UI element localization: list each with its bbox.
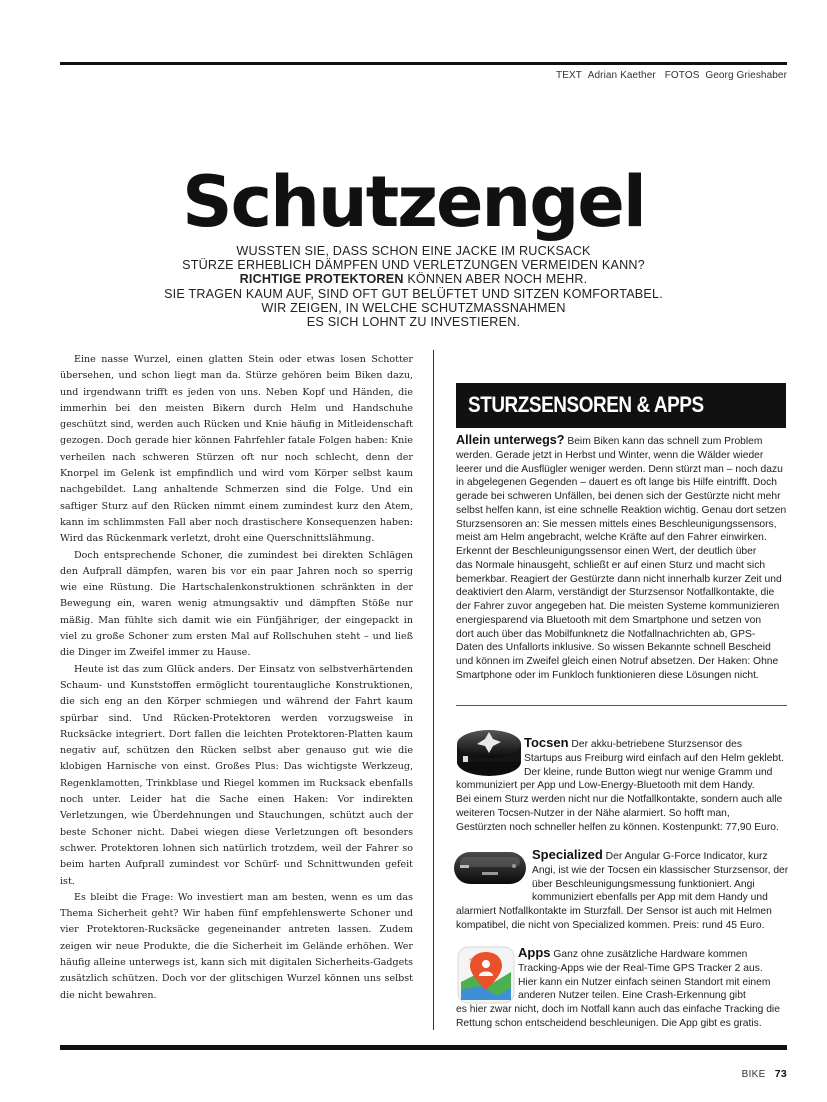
intro-line-4: SIE TRAGEN KAUM AUF, SIND OFT GUT BELÜFTET UND SITZEN KOMFORTABEL. <box>164 286 663 301</box>
product-line-0-rest: Der akku-betriebene Sturzsensor des <box>568 739 742 750</box>
product-line: es hier zwar nicht, doch im Notfall kann auch das einfache Tracking die <box>456 1004 780 1016</box>
sidebar-line: Erkennt der Beschleunigungssensor einen Wert, der deutlich über <box>456 546 757 557</box>
product-name-specialized: Specialized <box>532 847 603 862</box>
page-footer <box>742 1068 787 1080</box>
sidebar-header-label: STURZSENSOREN & APPS <box>468 392 704 417</box>
product-line-0 <box>456 848 791 864</box>
product-line: Hier kann ein Nutzer einfach seinen Standort mit einem <box>518 976 771 988</box>
sidebar-rule <box>456 705 787 706</box>
product-line: Gestürzten noch schneller helfen zu können. Kostenpunkt: 77,90 Euro. <box>456 821 779 833</box>
product-line: kompatibel, die nicht von Specialized kommen. Preis: rund 45 Euro. <box>456 919 765 931</box>
product-line: kommuniziert per App und Low-Energy-Bluetooth mit dem Handy. <box>456 780 755 792</box>
page-number: 73 <box>774 1068 787 1080</box>
credits <box>553 70 787 81</box>
body-paragraph-1: Eine nasse Wurzel, einen glatten Stein oder etwas losen Schotter übersehen, und schon liegt man da. Stürze gehören beim Biken dazu, und irgendwann trifft es jeden von uns. Neben Kopf und Händen, die immerhin bei den meisten Bikern durch Helm und Handschuhe geschützt sind, werden auch Rücken und Knie häufig in Mitleidenschaft gezogen. Doch gerade hier können Fahrfehler fatale Folgen haben: Knie verheilen nach schweren Stürzen oft nur noch schlecht, denn der Knorpel im Gelenk ist empfindlich und wird vom Körper selbst kaum nachgebildet. Lang anhaltende Schmerzen sind die Folge. Und ein saftiger Sturz auf den Rücken nimmt einem zumindest kurz den Atem, kann im schlimmsten Fall aber noch drastischere Konsequenzen haben: Wird das Rückenmark verletzt, droht eine Querschnittslähmung. <box>60 354 413 545</box>
body-paragraph-4: Es bleibt die Frage: Wo investiert man am besten, wenn es um das Thema Sicherheit geht? Wir haben fünf empfehlenswerte Schoner und vier Protektoren-Rucksäcke gegeneinander antreten lassen. Zudem zeigen wir neue Produkte, die die Sicherheit im Gelände erhöhen. Wer häufig alleine unterwegs ist, kann sich mit digitalen Sicherheits-Gadgets zusätzlich schützen. Doch vor der glitschigen Wurzel können uns selbst die nicht bewahren. <box>60 891 413 1001</box>
sidebar-line: deaktiviert den Alarm, verständigt der Sturzsensor Notfallkontakte, die <box>456 587 775 599</box>
product-line: Rettung schon entscheidend beschleunigen. Die App gibt es gratis. <box>456 1017 762 1029</box>
sidebar-line: meist am Helm angebracht, welche Kräfte auf den Fahrer einwirken. <box>456 532 767 544</box>
product-specialized <box>456 848 791 933</box>
sidebar-line: selbst helfen kann, ist eine schnelle Reaktion wichtig. Genau dort setzen <box>456 504 787 516</box>
sidebar-line: dort auch über das Mobilfunknetz die Notfallnachrichten ab, GPS- <box>456 628 756 640</box>
sidebar-line: leerer und die Ausflügler weniger werden. Denn stürzt man – noch dazu <box>456 463 783 475</box>
column-divider <box>433 350 434 1030</box>
intro-line-1: WUSSTEN SIE, DASS SCHON EINE JACKE IM RUCKSACK <box>236 244 591 258</box>
credits-text-label: TEXT <box>556 70 582 81</box>
article-title: Schutzengel <box>182 161 645 243</box>
intro-line-2: STÜRZE ERHEBLICH DÄMPFEN UND VERLETZUNGEN VERMEIDEN KANN? <box>182 258 645 273</box>
product-name-tocsen: Tocsen <box>524 735 569 750</box>
sidebar-line: und können im Zweifel gleich einen Notruf absetzen. Der Haken: Ohne <box>456 656 779 667</box>
sidebar-lead: Allein unterwegs? <box>456 433 565 447</box>
body-paragraph-2: Doch entsprechende Schoner, die zumindest bei direkten Schlägen den Aufprall dämpfen, waren bis vor ein paar Jahren noch so sperrig wie eine Rüstung. Die Hartschalenkonstruktionen schränkten in der Bewegung ein, waren wenig atmungsaktiv und dämpften Stöße nur mäßig. Man fühlte sich damit wie ein Fünfjähriger, der eingepackt in viel zu große Schoner zum ersten Mal auf Rollschuhen steht – und ließ die Dinger im Zweifel immer zu Hause. <box>60 549 413 659</box>
intro-line-3 <box>130 272 697 286</box>
product-tocsen <box>456 736 791 835</box>
intro <box>130 244 697 329</box>
sidebar-line: der Fahrer zuvor angegeben hat. Die meisten Systeme kommunizieren <box>456 601 780 612</box>
product-line: Angi, ist wie der Tocsen ein klassischer Sturzsensor, der <box>532 864 789 876</box>
top-rule <box>60 62 787 65</box>
sidebar-line: Sturzsensoren an: Sie messen mittels eines Beschleunigungssensors, <box>456 518 777 530</box>
magazine-name: BIKE <box>741 1069 766 1080</box>
product-line: Bei einem Sturz werden nicht nur die Notfallkontakte, sondern auch alle <box>456 794 783 806</box>
product-line: kommuniziert ebenfalls per App mit dem Handy und <box>532 892 768 904</box>
product-line-0-rest: Ganz ohne zusätzliche Hardware kommen <box>550 949 748 960</box>
product-apps <box>456 946 791 1031</box>
sidebar-line: energiesparend via Bluetooth mit dem Smartphone und setzen von <box>456 614 762 626</box>
credits-author: Adrian Kaether <box>587 70 656 81</box>
product-line: Der kleine, runde Button wiegt nur wenige Gramm und <box>524 766 773 778</box>
credits-photographer: Georg Grieshaber <box>705 70 787 81</box>
credits-photos-label: FOTOS <box>664 70 700 81</box>
product-line: Tracking-Apps wie der Real-Time GPS Tracker 2 aus. <box>518 962 763 974</box>
product-name-apps: Apps <box>518 945 551 960</box>
sidebar-line: Daten des Unfallorts inklusive. So wissen Bekannte schnell Bescheid <box>456 642 771 654</box>
sidebar-line: in abgelegenen Gegenden – dauert es oft lange bis Hilfe eintrifft. Doch <box>456 477 777 489</box>
intro-line-6: ES SICH LOHNT ZU INVESTIEREN. <box>306 315 521 330</box>
product-line-0 <box>456 946 791 962</box>
product-line-0-rest: Der Angular G-Force Indicator, kurz <box>602 851 768 862</box>
sidebar-line-0 <box>456 434 791 449</box>
sidebar-line: gerade bei schweren Unfällen, bei denen sich der Gestürzte nicht mehr <box>456 491 781 502</box>
sidebar-line: werden. Gerade jetzt in Herbst und Winter, wenn die Wälder wieder <box>456 449 764 461</box>
sidebar-header <box>456 383 786 428</box>
sidebar-line: bemerkbar. Reagiert der Gestürzte dann nicht innerhalb kurzer Zeit und <box>456 573 782 585</box>
sidebar-text <box>456 434 791 683</box>
product-line-0 <box>456 736 791 752</box>
product-line: alarmiert Notfallkontakte im Sturzfall. Der Sensor ist auch mit Helmen <box>456 906 772 918</box>
product-line: weiteren Tocsen-Nutzer in der Nähe alarmiert. So hofft man, <box>456 807 730 819</box>
sidebar-line: das Normale hinausgeht, schließt er auf einen Sturz und macht sich <box>456 559 766 571</box>
sidebar-line-0-rest: Beim Biken kann das schnell zum Problem <box>564 436 763 447</box>
intro-highlight: RICHTIGE PROTEKTOREN <box>239 272 404 287</box>
bottom-rule <box>60 1045 787 1050</box>
product-line: anderen Nutzer teilen. Eine Crash-Erkennung gibt <box>518 990 746 1002</box>
intro-line-3-rest: KÖNNEN ABER NOCH MEHR. <box>403 272 588 287</box>
product-line: über Beschleunigungsmessung funktioniert. Angi <box>532 878 755 890</box>
article-body <box>60 352 413 1004</box>
body-paragraph-3: Heute ist das zum Glück anders. Der Einsatz von selbstverhärtenden Schaum- und Kunststoffen ermöglicht tourentaugliche Konstruktionen, die sich eng an den Körper schmiegen und während der Fahrt kaum spürbar sind. Und Rücken-Protektoren werden vorzugsweise in Rucksäcke integriert. Dort fallen die leichten Protektoren-Platten kaum negativ auf, schützen den Rücken selbst aber genauso gut wie die klobigen Harnische von einst. Großes Plus: Das wichtigste Werkzeug, Regenklamotten, Trinkblase und Riegel kommen im Rucksack ebenfalls noch unter. Leider hat die Sache einen Haken: Vor indirekten Verletzungen, wie Überdehnungen und Stauchungen, schützt auch der beste Schoner nicht. Dabei wiegen diese Verletzungen oft besonders schwer. Protektoren lohnen sich natürlich trotzdem, weil der Fahrer so beim harten Aufprall zumindest vor Schürf- und Schnittwunden gefeit ist. <box>60 663 413 887</box>
sidebar-line: Smartphone oder im Funkloch funktionieren diese Lösungen nicht. <box>456 669 759 681</box>
product-line: Startups aus Freiburg wird einfach auf den Helm geklebt. <box>524 752 784 764</box>
intro-line-5: WIR ZEIGEN, IN WELCHE SCHUTZMASSNAHMEN <box>261 300 566 315</box>
